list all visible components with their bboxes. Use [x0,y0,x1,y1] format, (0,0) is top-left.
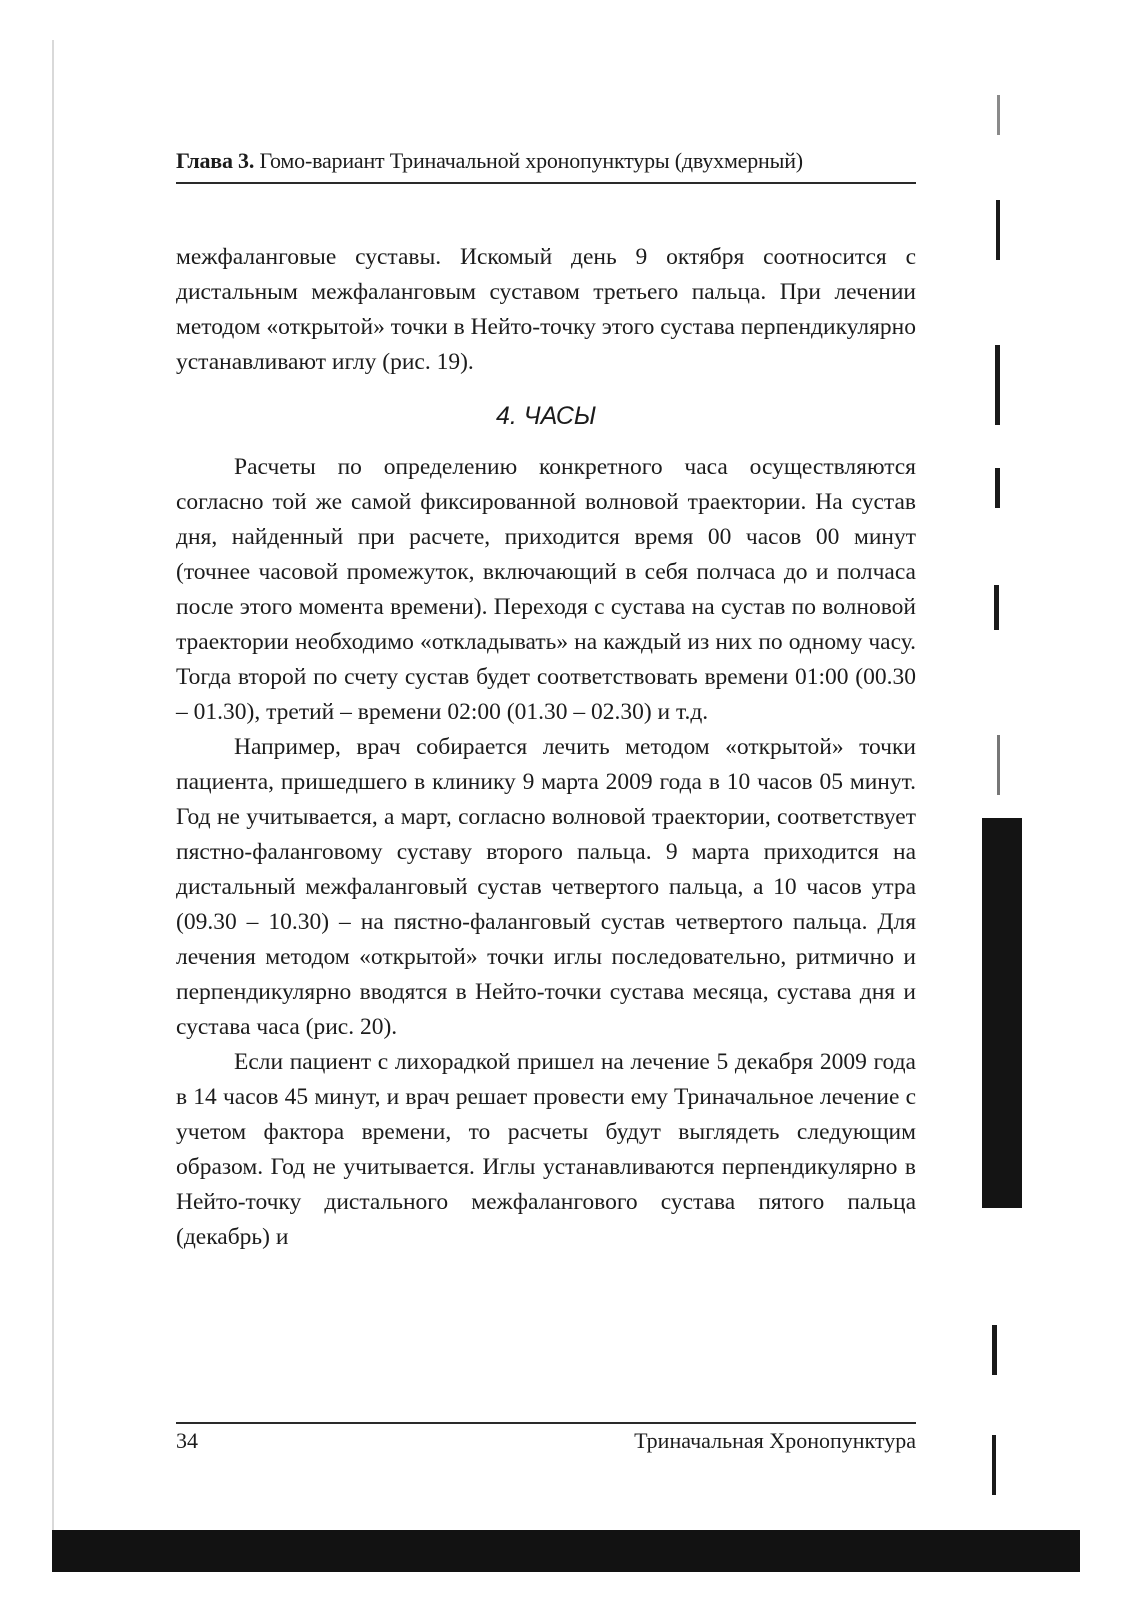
header-rule [176,182,916,184]
scan-artifact [994,585,999,630]
running-head [176,148,916,174]
chapter-title: Гомо-вариант Триначальной хронопунктуры (двухмерный) [259,148,803,173]
scan-bottom-band [52,1530,1080,1572]
scan-artifact [992,1435,996,1495]
scan-artifact [995,468,1000,508]
book-title: Триначальная Хронопунктура [634,1428,916,1453]
paragraph: межфаланговые суставы. Искомый день 9 октября соотносится с дистальным межфаланговым суставом третьего пальца. При лечении методом «открытой» точки в Нейто-точку этого сустава перпендикулярно устанавливают иглу (рис. 19). [176,244,916,375]
paragraph: Например, врач собирается лечить методом «открытой» точки пациента, пришедшего в клинику 9 марта 2009 года в 10 часов 05 минут. Год не учитывается, а март, согласно волновой траектории, соответствует пястно-фаланговому суставу второго пальца. 9 марта приходится на дистальный межфаланговый сустав четвертого пальца, а 10 часов утра (09.30 – 10.30) – на пястно-фаланговый сустав четвертого пальца. Для лечения методом «открытой» точки иглы последовательно, ритмично и перпендикулярно вводятся в Нейто-точки сустава месяца, сустава дня и сустава часа (рис. 20). [176,734,916,1040]
main-text [176,240,916,1255]
scan-artifact [995,345,1000,425]
chapter-label: Глава 3. [176,148,255,173]
scan-artifact [997,95,1000,135]
footer-rule [176,1422,916,1424]
paragraph: Если пациент с лихорадкой пришел на лечение 5 декабря 2009 года в 14 часов 45 минут, и врач решает провести ему Триначальное лечение с учетом фактора времени, то расчеты будут выглядеть следующим образом. Год не учитывается. Иглы устанавливаются перпендикулярно в Нейто-точку дистального межфалангового сустава пятого пальца (декабрь) и [176,1049,916,1250]
scan-artifact [992,1325,997,1375]
scan-artifact [997,735,1000,795]
page-edge [52,40,54,1570]
scan-artifact [996,200,1000,260]
scan-artifact [982,818,1022,1208]
paragraph: Расчеты по определению конкретного часа осуществляются согласно той же самой фиксированной волновой траектории. На сустав дня, найденный при расчете, приходится время 00 часов 00 минут (точнее часовой промежуток, включающий в себя полчаса до и полчаса после этого момента времени). Переходя с сустава на сустав по волновой траектории необходимо «откладывать» на каждый из них по одному часу. Тогда второй по счету сустав будет соответствовать времени 01:00 (00.30 – 01.30), третий – времени 02:00 (01.30 – 02.30) и т.д. [176,454,916,725]
section-heading: 4. ЧАСЫ [495,402,597,430]
page-number: 34 [176,1428,198,1453]
